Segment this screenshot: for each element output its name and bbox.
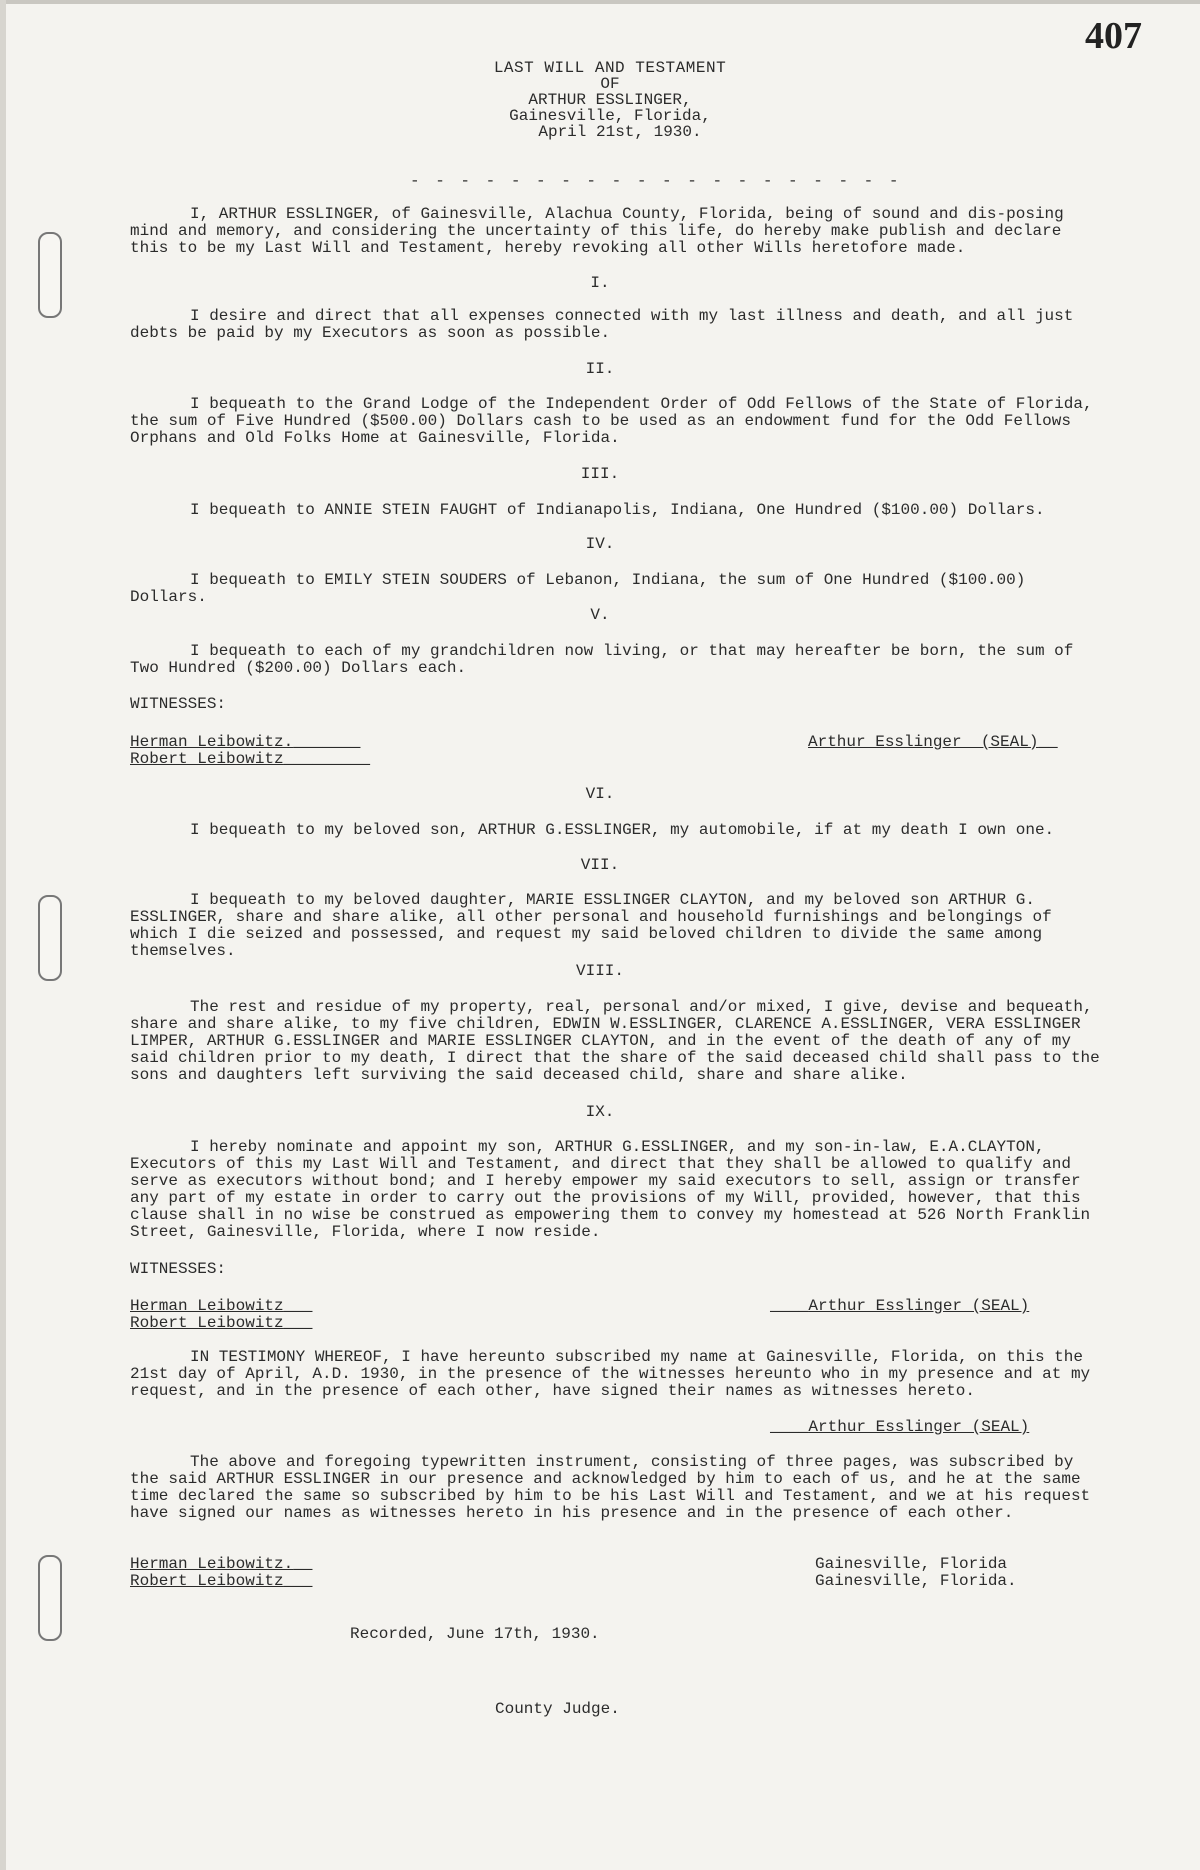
witnesses-label-1: WITNESSES:	[130, 695, 227, 713]
section-heading-7: VII.	[580, 856, 620, 874]
witness-1-address: Gainesville, Florida	[815, 1555, 1008, 1573]
witness-2-address: Gainesville, Florida.	[815, 1572, 1017, 1590]
section-heading-6: VI.	[585, 785, 615, 803]
section-heading-4: IV.	[585, 535, 615, 553]
witnesses-label-2: WITNESSES:	[130, 1260, 227, 1278]
section-heading-3: III.	[580, 465, 620, 483]
witness-2-name-block-1: Robert Leibowitz_________	[130, 750, 371, 768]
header-divider: - - - - - - - - - - - - - - - - - - - -	[410, 172, 902, 190]
header-city: Gainesville, Florida,	[509, 107, 711, 125]
section-text-3: I bequeath to ANNIE STEIN FAUGHT of Indianapolis, Indiana, One Hundred ($100.00) Dollars.	[190, 501, 1045, 519]
section-text-9: I hereby nominate and appoint my son, ARTHUR G.ESSLINGER, and my son-in-law, E.A.CLAYTON, Executors of this my Last Will and Testament, and direct that they shall be allowed to qualify and serve as executors without bond; and I hereby empower my said executors to sell, assign or transfer any part of my estate in order to carry out the provisions of my Will, provided, however, that this clause shall in no wise be construed as empowering them to convey my homestead at 526 North Franklin Street, Gainesville, Florida, where I now reside.	[130, 1138, 1100, 1241]
section-text-7: I bequeath to my beloved daughter, MARIE ESSLINGER CLAYTON, and my beloved son ARTHUR G. ESSLINGER, share and share alike, all other personal and household furnishings and belongings of which I die seized and possessed, and request my said beloved children to divide the same among themselves.	[130, 891, 1062, 960]
section-heading-9: IX.	[585, 1103, 615, 1121]
header-name: ARTHUR ESSLINGER,	[528, 91, 692, 109]
witness-2-name-block-2: Robert Leibowitz___	[130, 1314, 313, 1332]
attestation-paragraph: The above and foregoing typewritten instrument, consisting of three pages, was subscribed by the said ARTHUR ESSLINGER in our presence and acknowledged by him to each of us, and he at the same time declared the same so subscribed by him to be his Last Will and Testament, and we at his request have signed our names as witnesses hereto in his presence and in the presence of each other.	[130, 1453, 1100, 1522]
section-text-5: I bequeath to each of my grandchildren now living, or that may hereafter be born, the sum of Two Hundred ($200.00) Dollars each.	[130, 642, 1083, 677]
page-top-edge	[0, 0, 1200, 4]
witness-1-name-block-1: Herman Leibowitz._______	[130, 733, 361, 751]
witness-1-name-block-3: Herman Leibowitz.__	[130, 1555, 313, 1573]
intro-paragraph: I, ARTHUR ESSLINGER, of Gainesville, Alachua County, Florida, being of sound and dis-posing mind and memory, and considering the uncertainty of this life, do hereby make publish and declare this to be my Last Will and Testament, hereby revoking all other Wills heretofore made.	[130, 205, 1074, 257]
section-text-1: I desire and direct that all expenses connected with my last illness and death, and all just debts be paid by my Executors as soon as possible.	[130, 307, 1083, 342]
punch-hole-bottom	[38, 1555, 62, 1641]
header-of: OF	[600, 75, 620, 93]
testimony-signature: ____Arthur Esslinger (SEAL)	[770, 1418, 1030, 1436]
header-date: April 21st, 1930.	[538, 123, 702, 141]
testimony-paragraph: IN TESTIMONY WHEREOF, I have hereunto subscribed my name at Gainesville, Florida, on this the 21st day of April, A.D. 1930, in the presence of the witnesses hereunto who in my presence and at my request, and in the presence of each other, have signed their names as witnesses hereto.	[130, 1348, 1100, 1400]
testator-signature-2: ____Arthur Esslinger (SEAL)	[770, 1297, 1030, 1315]
recorded-date: Recorded, June 17th, 1930.	[350, 1625, 600, 1643]
section-heading-2: II.	[585, 360, 615, 378]
section-text-6: I bequeath to my beloved son, ARTHUR G.ESSLINGER, my automobile, if at my death I own one.	[190, 821, 1055, 839]
testator-signature-1: Arthur Esslinger (SEAL)__	[808, 733, 1058, 751]
section-heading-5: V.	[590, 606, 610, 624]
section-heading-8: VIII.	[575, 962, 624, 980]
witness-2-name-block-3: Robert Leibowitz___	[130, 1572, 313, 1590]
county-judge: County Judge.	[495, 1700, 620, 1718]
header-title: LAST WILL AND TESTAMENT	[493, 59, 727, 77]
section-text-2: I bequeath to the Grand Lodge of the Independent Order of Odd Fellows of the State of Florida, the sum of Five Hundred ($500.00) Dollars cash to be used as an endowment fund for the Odd Fellows Orphans and Old Folks Home at Gainesville, Florida.	[130, 395, 1103, 447]
page-number: 407	[1085, 15, 1142, 57]
will-header	[350, 60, 870, 140]
section-text-4: I bequeath to EMILY STEIN SOUDERS of Lebanon, Indiana, the sum of One Hundred ($100.00) Dollars.	[130, 571, 1035, 606]
section-text-8: The rest and residue of my property, real, personal and/or mixed, I give, devise and bequeath, share and share alike, to my five children, EDWIN W.ESSLINGER, CLARENCE A.ESSLINGER, VERA ESSLINGER LIMPER, ARTHUR G.ESSLINGER and MARIE ESSLINGER CLAYTON, and in the event of the death of any of my said children prior to my death, I direct that the share of the said deceased child shall pass to the sons and daughters left surviving the said deceased child, share and share alike.	[130, 998, 1110, 1084]
section-heading-1: I.	[590, 274, 610, 292]
witness-1-name-block-2: Herman Leibowitz___	[130, 1297, 313, 1315]
